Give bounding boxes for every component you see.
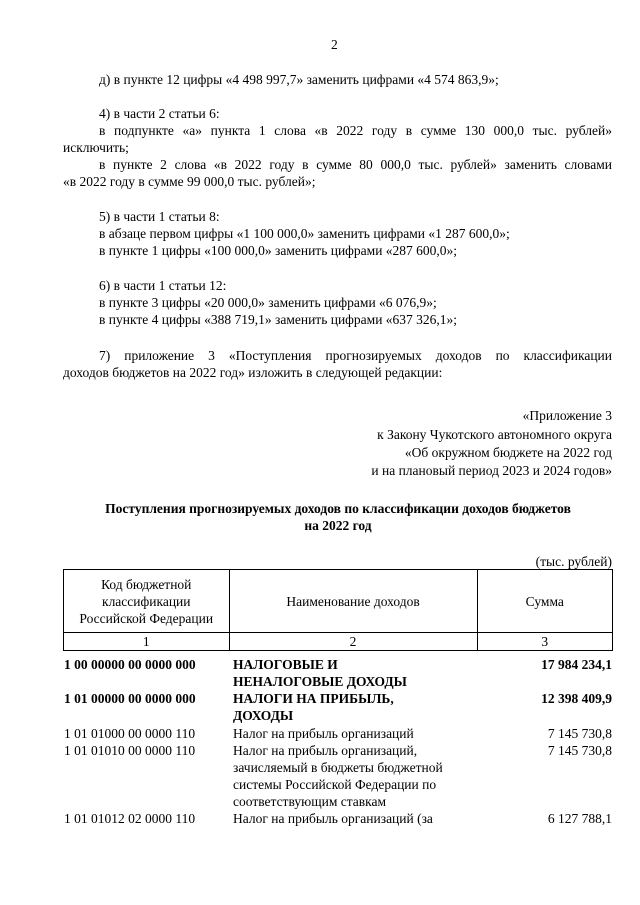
para-4-b-line2: «в 2022 году в сумме 99 000,0 тыс. рублей»; bbox=[63, 174, 316, 189]
row-5-sum: 6 127 788,1 bbox=[547, 811, 612, 826]
row-4-name-line-4: соответствующим ставкам bbox=[233, 794, 387, 809]
row-1-code: 1 00 00000 00 0000 000 bbox=[64, 657, 196, 672]
appendix-line-2: к Закону Чукотского автономного округа bbox=[377, 427, 612, 442]
para-4-title: 4) в части 2 статьи 6: bbox=[99, 106, 220, 121]
header-code: Код бюджетной классификации Российской Федерации bbox=[64, 570, 230, 633]
para-5-title: 5) в части 1 статьи 8: bbox=[99, 209, 220, 224]
row-4-name-line-2: зачисляемый в бюджеты бюджетной bbox=[233, 760, 443, 775]
para-d: д) в пункте 12 цифры «4 498 997,7» заменить цифрами «4 574 863,9»; bbox=[99, 72, 499, 87]
header-sum: Сумма bbox=[477, 570, 612, 633]
row-4-name-line-1: Налог на прибыль организаций, bbox=[233, 743, 418, 758]
col-number-1: 1 bbox=[64, 633, 230, 651]
row-2-name-line-2: ДОХОДЫ bbox=[233, 708, 294, 723]
row-3-name-line-1: Налог на прибыль организаций bbox=[233, 726, 414, 741]
header-name: Наименование доходов bbox=[229, 570, 477, 633]
row-5-name-line-1: Налог на прибыль организаций (за bbox=[233, 811, 433, 826]
row-5-code: 1 01 01012 02 0000 110 bbox=[64, 811, 196, 826]
units-label: (тыс. рублей) bbox=[535, 554, 612, 569]
table-title-line-2: на 2022 год bbox=[304, 518, 372, 533]
para-7-line2: доходов бюджетов на 2022 год» изложить в следующей редакции: bbox=[63, 365, 443, 380]
para-4-a-line2: исключить; bbox=[63, 140, 129, 155]
row-1-name-line-2: НЕНАЛОГОВЫЕ ДОХОДЫ bbox=[233, 674, 407, 689]
appendix-line-1: «Приложение 3 bbox=[522, 408, 612, 423]
table-header bbox=[63, 569, 613, 651]
para-6-b: в пункте 4 цифры «388 719,1» заменить цифрами «637 326,1»; bbox=[99, 312, 458, 327]
para-6-title: 6) в части 1 статьи 12: bbox=[99, 278, 227, 293]
appendix-line-3: «Об окружном бюджете на 2022 год bbox=[404, 445, 612, 460]
col-number-3: 3 bbox=[477, 633, 612, 651]
para-6-a: в пункте 3 цифры «20 000,0» заменить цифрами «6 076,9»; bbox=[99, 295, 437, 310]
appendix-line-4: и на плановый период 2023 и 2024 годов» bbox=[371, 463, 612, 478]
row-2-code: 1 01 00000 00 0000 000 bbox=[64, 691, 196, 706]
para-5-b: в пункте 1 цифры «100 000,0» заменить цифрами «287 600,0»; bbox=[99, 243, 458, 258]
row-3-code: 1 01 01000 00 0000 110 bbox=[64, 726, 196, 741]
row-2-sum: 12 398 409,9 bbox=[541, 691, 612, 706]
page-number: 2 bbox=[331, 37, 338, 52]
para-4-b-line1: в пункте 2 слова «в 2022 году в сумме 80 000,0 тыс. рублей» заменить словами bbox=[99, 157, 612, 172]
row-4-name-line-3: системы Российской Федерации по bbox=[233, 777, 437, 792]
para-5-a: в абзаце первом цифры «1 100 000,0» заменить цифрами «1 287 600,0»; bbox=[99, 226, 510, 241]
col-number-2: 2 bbox=[229, 633, 477, 651]
row-4-sum: 7 145 730,8 bbox=[547, 743, 612, 758]
para-7-line1: 7) приложение 3 «Поступления прогнозируемых доходов по классификации bbox=[99, 348, 612, 363]
row-1-name-line-1: НАЛОГОВЫЕ И bbox=[233, 657, 338, 672]
para-4-a-line1: в подпункте «а» пункта 1 слова «в 2022 году в сумме 130 000,0 тыс. рублей» bbox=[99, 123, 612, 138]
table-title-line-1: Поступления прогнозируемых доходов по классификации доходов бюджетов bbox=[105, 501, 571, 516]
row-4-code: 1 01 01010 00 0000 110 bbox=[64, 743, 196, 758]
row-3-sum: 7 145 730,8 bbox=[547, 726, 612, 741]
row-1-sum: 17 984 234,1 bbox=[541, 657, 612, 672]
row-2-name-line-1: НАЛОГИ НА ПРИБЫЛЬ, bbox=[233, 691, 394, 706]
